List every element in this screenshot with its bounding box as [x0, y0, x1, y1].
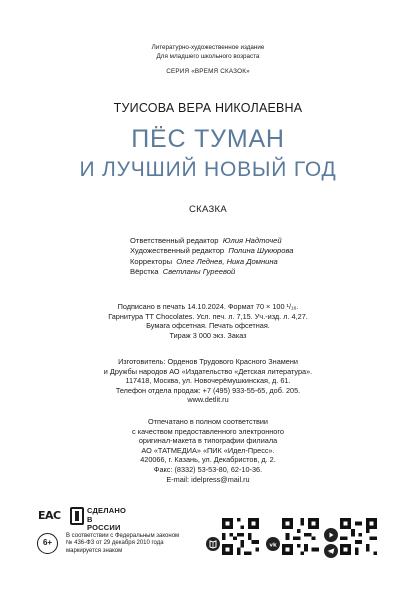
manufacturer-line: 117418, Москва, ул. Новочерёмушкинская, д. 61. [125, 376, 291, 386]
series-name: СЕРИЯ «ВРЕМЯ СКАЗОК» [166, 68, 250, 75]
made-in-russia-line: В РОССИИ [87, 514, 121, 532]
printer-line: с качеством предоставленного электронного [132, 426, 284, 436]
qr-code-telegram[interactable] [340, 518, 377, 555]
genre: СКАЗКА [188, 204, 228, 215]
website-link[interactable]: www.detlit.ru [187, 395, 229, 405]
printer-line: оригинал-макета в типографии филиала [138, 436, 278, 446]
law-note-line: В соответствии с Федеральным законом [66, 533, 180, 539]
law-note-line: маркируется знаком [66, 547, 123, 554]
credit-name: Олег Леднев, Ника Домнина [176, 256, 278, 266]
credit-role: Художественный редактор [130, 246, 225, 256]
printer-line: Отпечатано в полном соответствии [148, 417, 268, 426]
credit-role: Корректоры [130, 256, 173, 266]
made-in-russia-line: СДЕЛАНО [87, 506, 126, 515]
age-rating-text: 6+ [42, 538, 53, 547]
law-note [66, 533, 179, 555]
printer-line: Факс: (8332) 53-53-80, 62-10-36. [153, 464, 263, 474]
age-rating-badge [37, 533, 58, 554]
credit-name: Юлия Надточей [222, 236, 282, 245]
eac-text: EAC [38, 509, 61, 522]
print-info-line: Тираж 3 000 экз. Заказ [169, 330, 247, 340]
credits-list [130, 236, 294, 277]
email-link[interactable]: E-mail: idelpress@mail.ru [166, 474, 250, 484]
credit-row [130, 246, 294, 256]
book-icon[interactable] [206, 537, 220, 551]
credit-name: Светланы Гуреевой [162, 266, 236, 276]
manufacturer-line: Телефон отдела продаж: +7 (495) 933-55-65, доб. 205. [115, 385, 301, 395]
manufacturer-info [0, 357, 416, 405]
printer-info [0, 417, 416, 484]
qr-code-vk[interactable] [282, 518, 319, 555]
vk-icon[interactable] [266, 537, 280, 551]
book-subtitle: И ЛУЧШИЙ НОВЫЙ ГОД [79, 158, 337, 181]
printer-line: 420066, г. Казань, ул. Декабристов, д. 2. [140, 455, 276, 465]
youtube-icon[interactable] [324, 528, 338, 542]
credit-row [130, 257, 294, 267]
credit-role: Вёрстка [130, 266, 159, 276]
manufacturer-line: Изготовитель: Орденов Трудового Красного Знамени [118, 357, 298, 366]
eac-mark [38, 507, 61, 525]
law-note-line: № 436-ФЗ от 29 декабря 2010 года [66, 540, 164, 547]
manufacturer-line: и Дружбы народов АО «Издательство «Детская литература». [103, 366, 313, 376]
age-group: Для младшего школьного возраста [156, 53, 260, 60]
telegram-icon[interactable] [324, 544, 338, 558]
credit-name: Полина Шукюрова [228, 246, 294, 256]
print-info [0, 302, 416, 340]
credit-row [130, 236, 294, 246]
made-in-russia-badge [70, 506, 126, 532]
qr-code-book[interactable] [222, 518, 259, 555]
svg-text:vk: vk [269, 542, 277, 549]
author-name: ТУИСОВА ВЕРА НИКОЛАЕВНА [113, 101, 303, 115]
print-info-line: Гарнитура TT Chocolates. Усл. печ. л. 7,15. Уч.-изд. л. 4,27. [108, 311, 308, 321]
credit-role: Ответственный редактор [130, 236, 219, 245]
print-info-line: Бумага офсетная. Печать офсетная. [146, 321, 270, 331]
print-info-line: Подписано в печать 14.10.2024. Формат 70 × 100 ¹/₁₆. [117, 302, 299, 311]
printer-line: АО «ТАТМЕДИА» «ПИК «Идел-Пресс». [141, 445, 275, 455]
book-title: ПЁС ТУМАН [131, 125, 285, 153]
edition-type: Литературно-художественное издание [151, 44, 265, 51]
made-in-russia-icon [70, 507, 84, 525]
credit-row [130, 267, 294, 277]
